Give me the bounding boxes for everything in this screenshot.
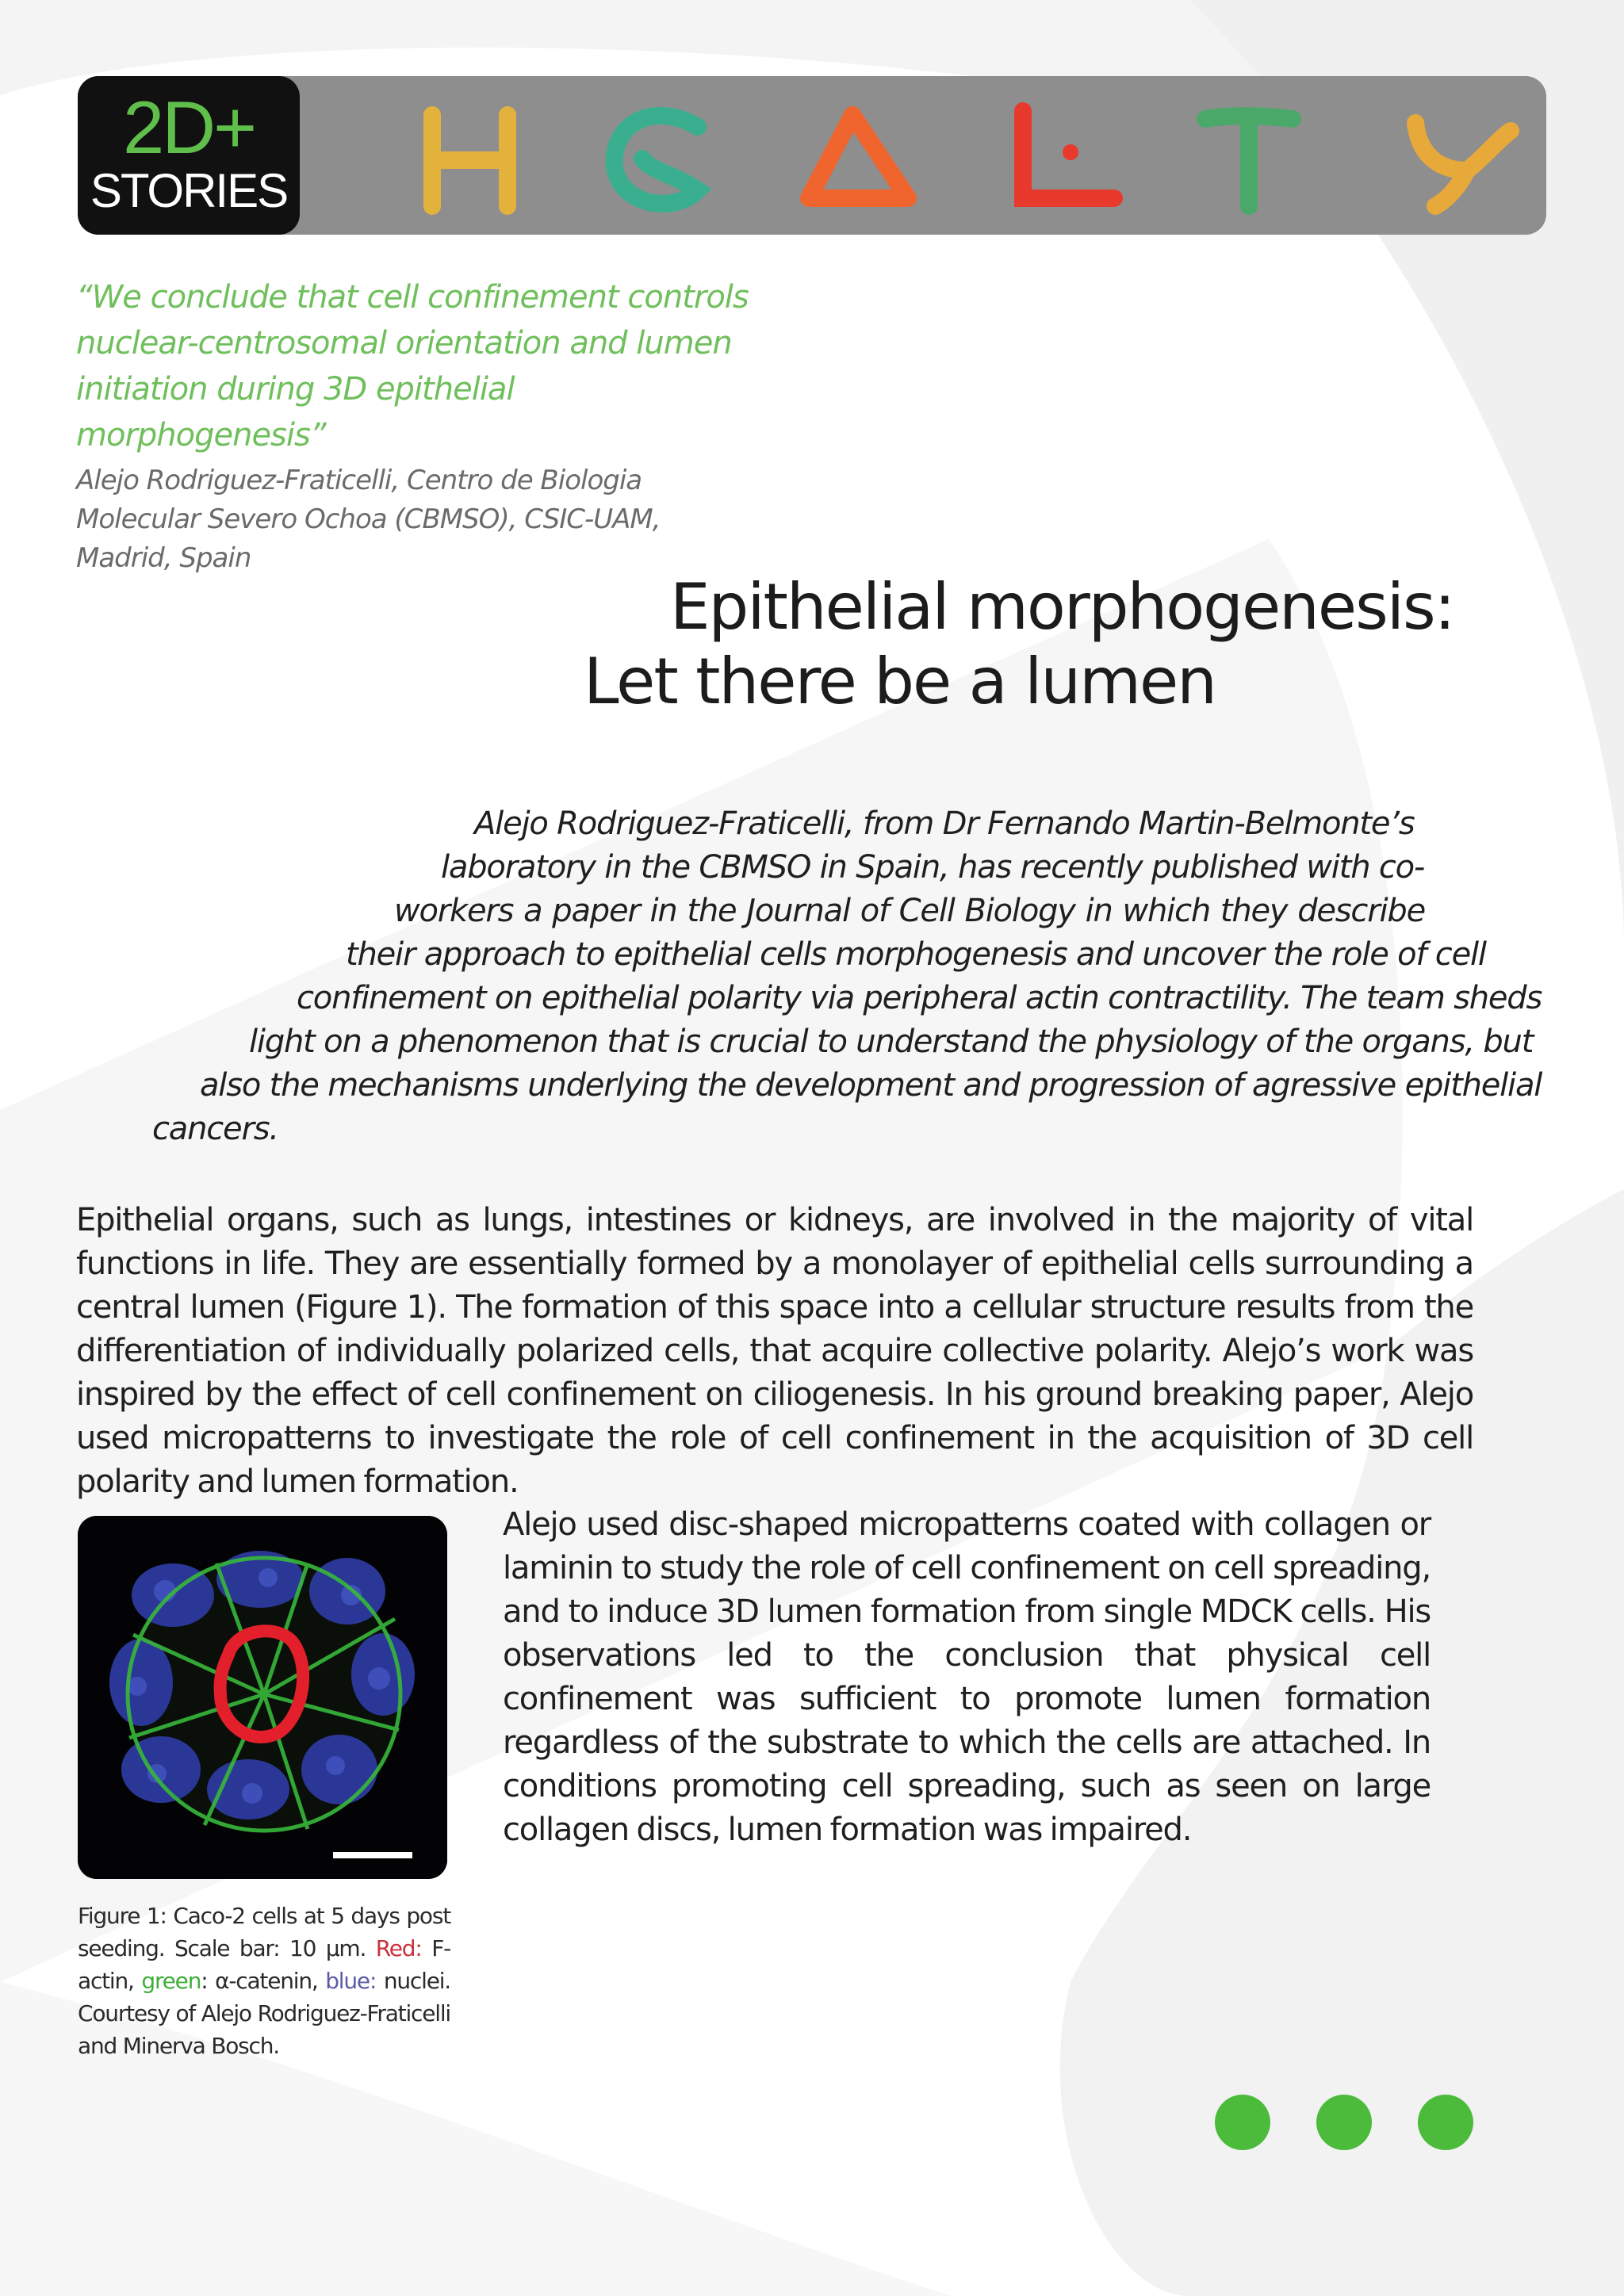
healthy-stylized-letters-icon	[412, 95, 1522, 222]
body-paragraph-2: Alejo used disc-shaped micropatterns coated with collagen or laminin to study the role of cell confinement on cell spreading, and to induce 3D lumen formation from single MDCK cells. His observations led to the conclusion that physical cell confinement was sufficient to promote lumen formation regardless of the substrate to which the cells are attached. In conditions promoting cell spreading, such as seen on large collagen discs, lumen formation was impaired.	[503, 1506, 1431, 1848]
intro-line: cancers.	[152, 1111, 278, 1147]
dot	[1215, 2095, 1270, 2150]
quote-line: “We conclude that cell confinement controls	[76, 279, 749, 316]
intro-line: their approach to epithelial cells morphogenesis and uncover the role of cell	[346, 936, 1486, 973]
article-title-line-2: Let there be a lumen	[584, 645, 1216, 718]
caption-text: : α-catenin,	[201, 1968, 326, 1994]
attribution-line: Molecular Severo Ochoa (CBMSO), CSIC-UAM,	[76, 503, 661, 535]
caption-text: Figure 1: Caco-2 cells at 5 days post seeding. Scale bar: 10 μm.	[78, 1903, 450, 1961]
quote-attribution	[76, 461, 679, 578]
intro-line: light on a phenomenon that is crucial to understand the physiology of the organs, but	[249, 1024, 1534, 1060]
intro-line: confinement on epithelial polarity via peripheral actin contractility. The team sheds	[297, 980, 1542, 1016]
figure-image	[78, 1516, 447, 1879]
intro-line: also the mechanisms underlying the development and progression of agressive epithelial	[200, 1067, 1542, 1104]
intro-line: workers a paper in the Journal of Cell Biology in which they describe	[394, 893, 1425, 929]
caption-red-label: Red:	[375, 1935, 422, 1961]
dot	[1316, 2095, 1372, 2150]
quote-line: initiation during 3D epithelial morphogenesis”	[76, 371, 515, 453]
caption-text: nuclei. Courtesy of Alejo Rodriguez-Fraticelli and Minerva Bosch.	[78, 1968, 450, 2059]
intro-line: Alejo Rodriguez-Fraticelli, from Dr Fernando Martin-Belmonte’s	[474, 806, 1415, 842]
logo-top-text: 2D+	[122, 86, 255, 169]
logo-bottom-text: STORIES	[90, 164, 288, 217]
attribution-line: Madrid, Spain	[76, 542, 251, 574]
caption-blue-label: blue:	[325, 1968, 377, 1994]
fluorescence-micrograph-icon	[78, 1516, 447, 1879]
article-title-line-1: Epithelial morphogenesis:	[670, 570, 1454, 644]
logo	[78, 76, 300, 235]
caption-green-label: green	[141, 1968, 201, 1994]
pull-quote	[76, 274, 758, 458]
quote-line: nuclear-centrosomal orientation and lumen	[76, 325, 732, 362]
dot	[1418, 2095, 1473, 2150]
body-paragraph-1: Epithelial organs, such as lungs, intestines or kidneys, are involved in the majority of vital functions in life. They are essentially formed by a monolayer of epithelial cells surrounding a central lumen (Figure 1). The formation of this space into a cellular structure results from the differentiation of individually polarized cells, that acquire collective polarity. Alejo’s work was inspired by the effect of cell confinement on ciliogenesis. In his ground breaking paper, Alejo used micropatterns to investigate the role of cell confinement in the acquisition of 3D cell polarity and lumen formation.	[76, 1202, 1473, 1500]
figure-caption	[78, 1900, 450, 2062]
caption-text: F-actin,	[78, 1935, 450, 1994]
intro-line: laboratory in the CBMSO in Spain, has recently published with co-	[441, 849, 1425, 886]
attribution-line: Alejo Rodriguez-Fraticelli, Centro de Biologia	[76, 465, 642, 496]
